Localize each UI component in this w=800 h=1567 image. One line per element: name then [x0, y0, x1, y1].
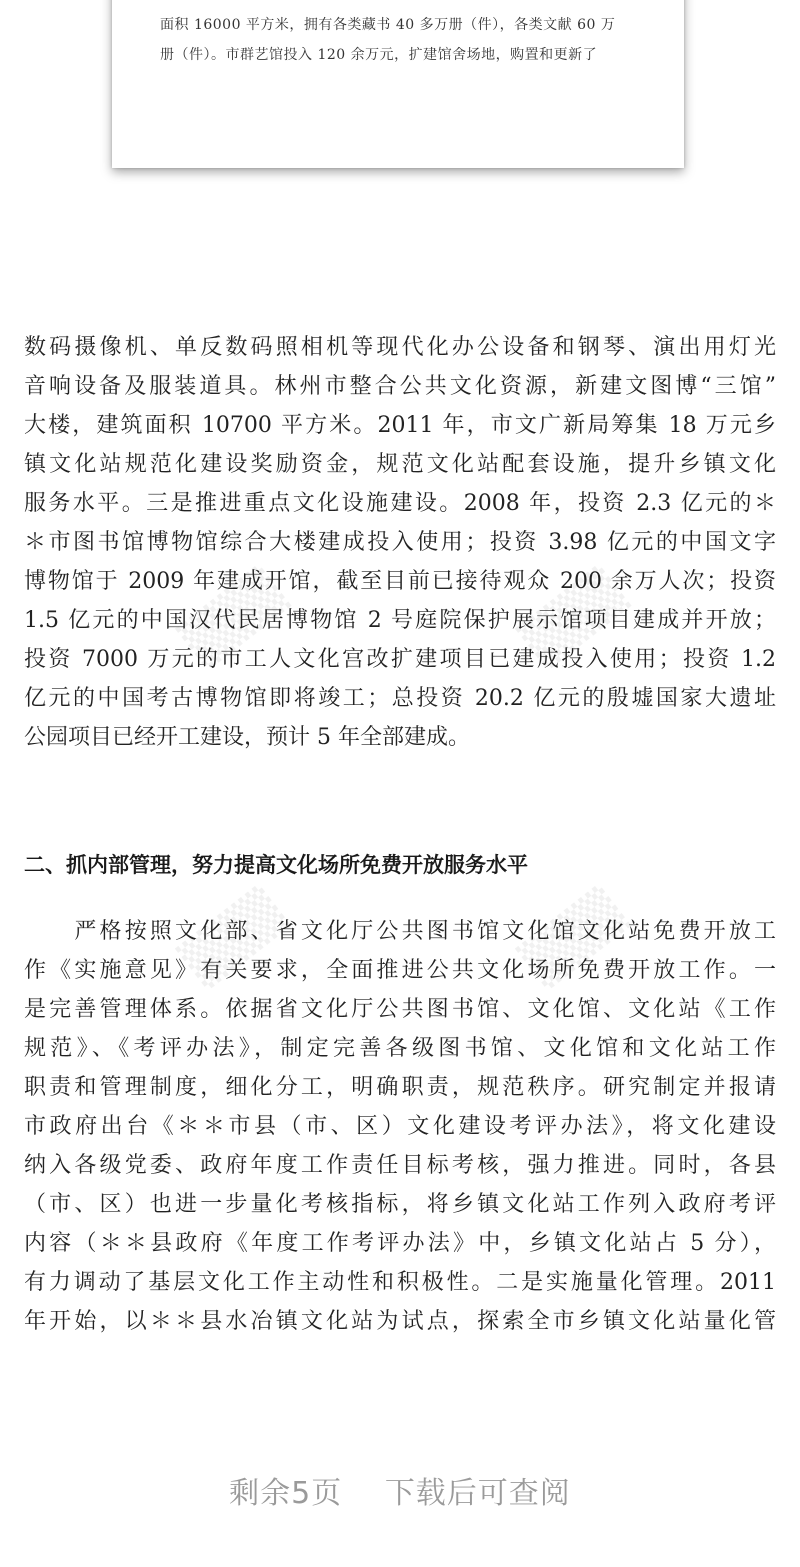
watermark: ▒▒▒ — [514, 883, 632, 991]
preview-line-2: 册（件）。市群艺馆投入 120 余万元，扩建馆舍场地，购置和更新了 — [160, 47, 598, 63]
text-line: 大楼，建筑面积 10700 平方米。2011 年，市文广新局筹集 18 万元乡 — [24, 413, 776, 438]
text-line: 纳入各级党委、政府年度工作责任目标考核，强力推进。同时，各县 — [24, 1153, 776, 1178]
download-prompt[interactable] — [0, 1468, 800, 1512]
preview-line-1: 面积 16000 平方米，拥有各类藏书 40 多万册（件），各类文献 60 万 — [160, 17, 616, 33]
text-line: 作《实施意见》有关要求，全面推进公共文化场所免费开放工作。一 — [24, 958, 776, 983]
section-heading: 二、抓内部管理，努力提高文化场所免费开放服务水平 — [24, 853, 528, 877]
text-line: 1.5 亿元的中国汉代民居博物馆 2 号庭院保护展示馆项目建成并开放； — [24, 608, 776, 633]
text-line: 市政府出台《＊＊市县（市、区）文化建设考评办法》，将文化建设 — [24, 1114, 776, 1139]
download-to-view-label[interactable]: 下载后可查阅 — [384, 1476, 571, 1511]
text-line: 职责和管理制度，细化分工，明确职责，规范秩序。研究制定并报请 — [24, 1075, 776, 1100]
text-line: 博物馆于 2009 年建成开馆，截至目前已接待观众 200 余万人次；投资 — [24, 569, 776, 594]
watermark: ▒▒▒ — [174, 563, 292, 671]
text-line: 有力调动了基层文化工作主动性和积极性。二是实施量化管理。2011 — [24, 1270, 776, 1295]
text-line: 亿元的中国考古博物馆即将竣工；总投资 20.2 亿元的殷墟国家大遗址 — [24, 686, 776, 711]
text-line: 数码摄像机、单反数码照相机等现代化办公设备和钢琴、演出用灯光 — [24, 335, 776, 360]
watermark: ▒▒▒ — [514, 563, 632, 671]
text-line: 年开始，以＊＊县水冶镇文化站为试点，探索全市乡镇文化站量化管 — [24, 1309, 776, 1334]
watermark: ▒▒▒ — [174, 883, 292, 991]
text-line: 严格按照文化部、省文化厅公共图书馆文化馆文化站免费开放工 — [24, 919, 776, 944]
text-line: 是完善管理体系。依据省文化厅公共图书馆、文化馆、文化站《工作 — [24, 997, 776, 1022]
text-line: ＊市图书馆博物馆综合大楼建成投入使用；投资 3.98 亿元的中国文字 — [24, 530, 776, 555]
text-line: 公园项目已经开工建设，预计 5 年全部建成。 — [24, 725, 470, 750]
text-line: 规范》、《考评办法》，制定完善各级图书馆、文化馆和文化站工作 — [24, 1036, 776, 1061]
text-line: 内容（＊＊县政府《年度工作考评办法》中，乡镇文化站占 5 分）， — [24, 1231, 776, 1256]
remaining-pages-label[interactable]: 剩余5页 — [229, 1476, 343, 1511]
text-line: 投资 7000 万元的市工人文化宫改扩建项目已建成投入使用；投资 1.2 — [24, 647, 776, 672]
body-paragraph-2 — [24, 912, 776, 1341]
text-line: （市、区）也进一步量化考核指标，将乡镇文化站工作列入政府考评 — [24, 1192, 776, 1217]
body-paragraph-1 — [24, 328, 776, 757]
text-line: 服务水平。三是推进重点文化设施建设。2008 年，投资 2.3 亿元的＊ — [24, 491, 776, 516]
text-line: 镇文化站规范化建设奖励资金，规范文化站配套设施，提升乡镇文化 — [24, 452, 776, 477]
text-line: 音响设备及服装道具。林州市整合公共文化资源，新建文图博“三馆” — [24, 374, 776, 399]
